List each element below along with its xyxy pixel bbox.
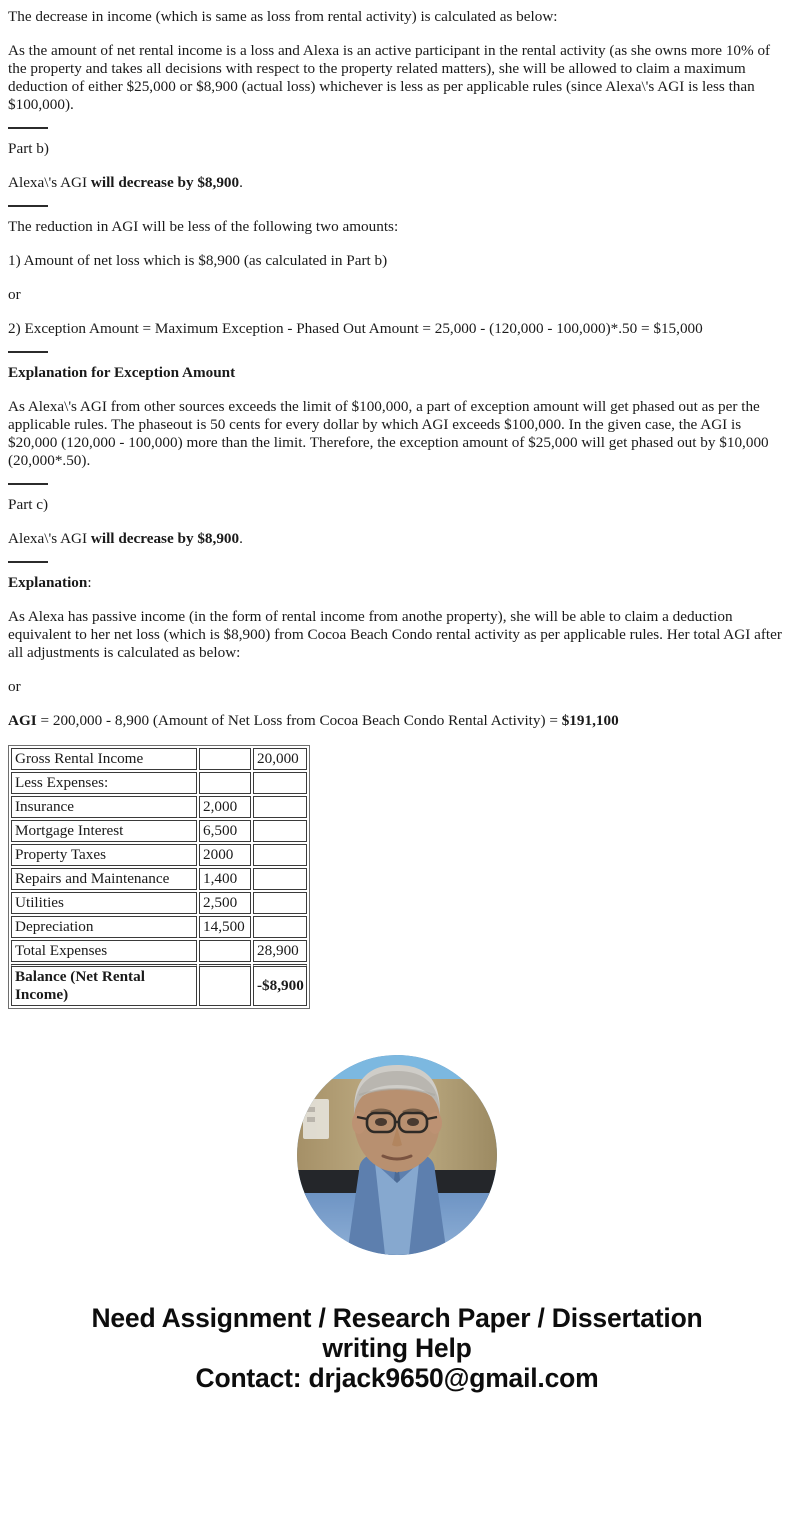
exception-paragraph: As Alexa\'s AGI from other sources exceeds the limit of $100,000, a part of exception amount will get phased out as per the applicable rules. The phaseout is 50 cents for every dollar by which AGI exceeds $100,000. In the given case, the AGI is $20,000 (120,000 - 100,000) more than the limit. Therefore, the exception amount of $25,000 will get phased out by $10,000 (20,000*.50). — [8, 398, 769, 469]
divider-2-wrap — [8, 192, 786, 218]
table-row — [11, 940, 307, 962]
table-row — [11, 964, 307, 1006]
part-c-label: Part c) — [8, 496, 49, 513]
table-row — [11, 772, 307, 794]
table-cell-amount — [199, 748, 251, 770]
profile-photo-illustration — [297, 1055, 497, 1255]
table-top-gap — [8, 730, 786, 745]
explanation-heading-text: Explanation — [8, 574, 88, 591]
section-divider — [8, 561, 48, 563]
section-divider — [8, 351, 48, 353]
paragraph-gap — [8, 158, 786, 174]
paragraph-gap — [8, 592, 786, 608]
table-cell-amount: 2000 — [199, 844, 251, 866]
paragraph-gap — [8, 662, 786, 678]
table-row — [11, 916, 307, 938]
paragraph-gap — [8, 236, 786, 252]
part-b-label: Part b) — [8, 140, 49, 157]
table-cell-label: Depreciation — [11, 916, 197, 938]
top-spacer — [8, 0, 786, 8]
agi-line — [8, 712, 786, 730]
part-b-prefix: Alexa\'s AGI — [8, 174, 91, 191]
table-row — [11, 796, 307, 818]
table-cell-total: 20,000 — [253, 748, 307, 770]
table-cell-amount — [199, 964, 251, 1006]
table-cell-total — [253, 916, 307, 938]
explanation-heading-colon: : — [87, 574, 92, 591]
table-cell-amount: 14,500 — [199, 916, 251, 938]
footer-line-1: Need Assignment / Research Paper / Dissertation — [91, 1303, 703, 1333]
divider-1-wrap — [8, 114, 786, 140]
section-divider — [8, 205, 48, 207]
paragraph-gap — [8, 514, 786, 530]
footer-line-2: writing Help — [322, 1333, 472, 1363]
paragraph-gap — [8, 382, 786, 398]
section-divider — [8, 127, 48, 129]
divider-4-wrap — [8, 470, 786, 496]
table-cell-label: Utilities — [11, 892, 197, 914]
paragraph-gap — [8, 270, 786, 286]
agi-formula: = 200,000 - 8,900 (Amount of Net Loss from Cocoa Beach Condo Rental Activity) = — [36, 712, 562, 729]
table-cell-amount — [199, 940, 251, 962]
table-cell-label: Insurance — [11, 796, 197, 818]
table-cell-label: Less Expenses: — [11, 772, 197, 794]
table-cell-total — [253, 844, 307, 866]
amount-item-2: 2) Exception Amount = Maximum Exception - Phased Out Amount = 25,000 - (120,000 - 100,000)*.50 = $15,000 — [8, 320, 703, 337]
rental-table-body — [11, 748, 307, 1006]
part-c-suffix: . — [239, 530, 243, 547]
part-c-statement — [8, 530, 786, 548]
table-cell-total: 28,900 — [253, 940, 307, 962]
table-cell-amount: 2,000 — [199, 796, 251, 818]
active-participant-paragraph: As the amount of net rental income is a loss and Alexa is an active participant in the rental activity (as she owns more 10% of the property and takes all decisions with respect to the property related matters), she will be allowed to claim a maximum deduction of either $25,000 or $8,900 (actual loss) whichever is less as per applicable rules (since Alexa\'s AGI is less than $100,000). — [8, 42, 771, 113]
divider-5-wrap — [8, 548, 786, 574]
paragraph-gap — [8, 26, 786, 42]
table-row — [11, 892, 307, 914]
part-b-suffix: . — [239, 174, 243, 191]
table-cell-label: Mortgage Interest — [11, 820, 197, 842]
part-b-bold: will decrease by $8,900 — [90, 174, 240, 191]
footer-contact-block — [8, 1255, 786, 1393]
amount-item-1: 1) Amount of net loss which is $8,900 (as calculated in Part b) — [8, 252, 388, 269]
intro-paragraph: The decrease in income (which is same as loss from rental activity) is calculated as below: — [8, 8, 558, 25]
reduction-intro: The reduction in AGI will be less of the following two amounts: — [8, 218, 399, 235]
table-cell-label: Property Taxes — [11, 844, 197, 866]
or-separator-2: or — [8, 678, 21, 695]
explanation-heading — [8, 574, 786, 592]
table-cell-total — [253, 820, 307, 842]
table-cell-label: Balance (Net Rental Income) — [11, 964, 197, 1006]
paragraph-gap — [8, 304, 786, 320]
table-cell-amount — [199, 772, 251, 794]
agi-label: AGI — [8, 712, 37, 729]
exception-heading: Explanation for Exception Amount — [8, 364, 236, 381]
table-cell-label: Repairs and Maintenance — [11, 868, 197, 890]
table-row — [11, 868, 307, 890]
part-c-bold: will decrease by $8,900 — [90, 530, 240, 547]
part-c-prefix: Alexa\'s AGI — [8, 530, 91, 547]
explanation-paragraph: As Alexa has passive income (in the form of rental income from anothe property), she will be able to claim a deduction equivalent to her net loss (which is $8,900) from Cocoa Beach Condo rental activity as per applicable rules. Her total AGI after all adjustments is calculated as below: — [8, 608, 782, 661]
part-b-statement — [8, 174, 786, 192]
table-row — [11, 820, 307, 842]
table-cell-label: Total Expenses — [11, 940, 197, 962]
table-row — [11, 748, 307, 770]
agi-result: $191,100 — [561, 712, 619, 729]
or-separator-1: or — [8, 286, 21, 303]
table-row — [11, 844, 307, 866]
table-cell-total: -$8,900 — [253, 964, 307, 1006]
table-cell-amount: 1,400 — [199, 868, 251, 890]
table-cell-label: Gross Rental Income — [11, 748, 197, 770]
section-divider — [8, 483, 48, 485]
paragraph-gap — [8, 696, 786, 712]
avatar-block — [8, 1009, 786, 1255]
table-cell-total — [253, 772, 307, 794]
rental-income-table — [8, 745, 310, 1009]
table-cell-total — [253, 796, 307, 818]
divider-3-wrap — [8, 338, 786, 364]
footer-line-3: Contact: drjack9650@gmail.com — [195, 1363, 599, 1393]
table-cell-amount: 2,500 — [199, 892, 251, 914]
profile-photo-avatar — [297, 1055, 497, 1255]
table-cell-total — [253, 892, 307, 914]
table-cell-total — [253, 868, 307, 890]
table-cell-amount: 6,500 — [199, 820, 251, 842]
